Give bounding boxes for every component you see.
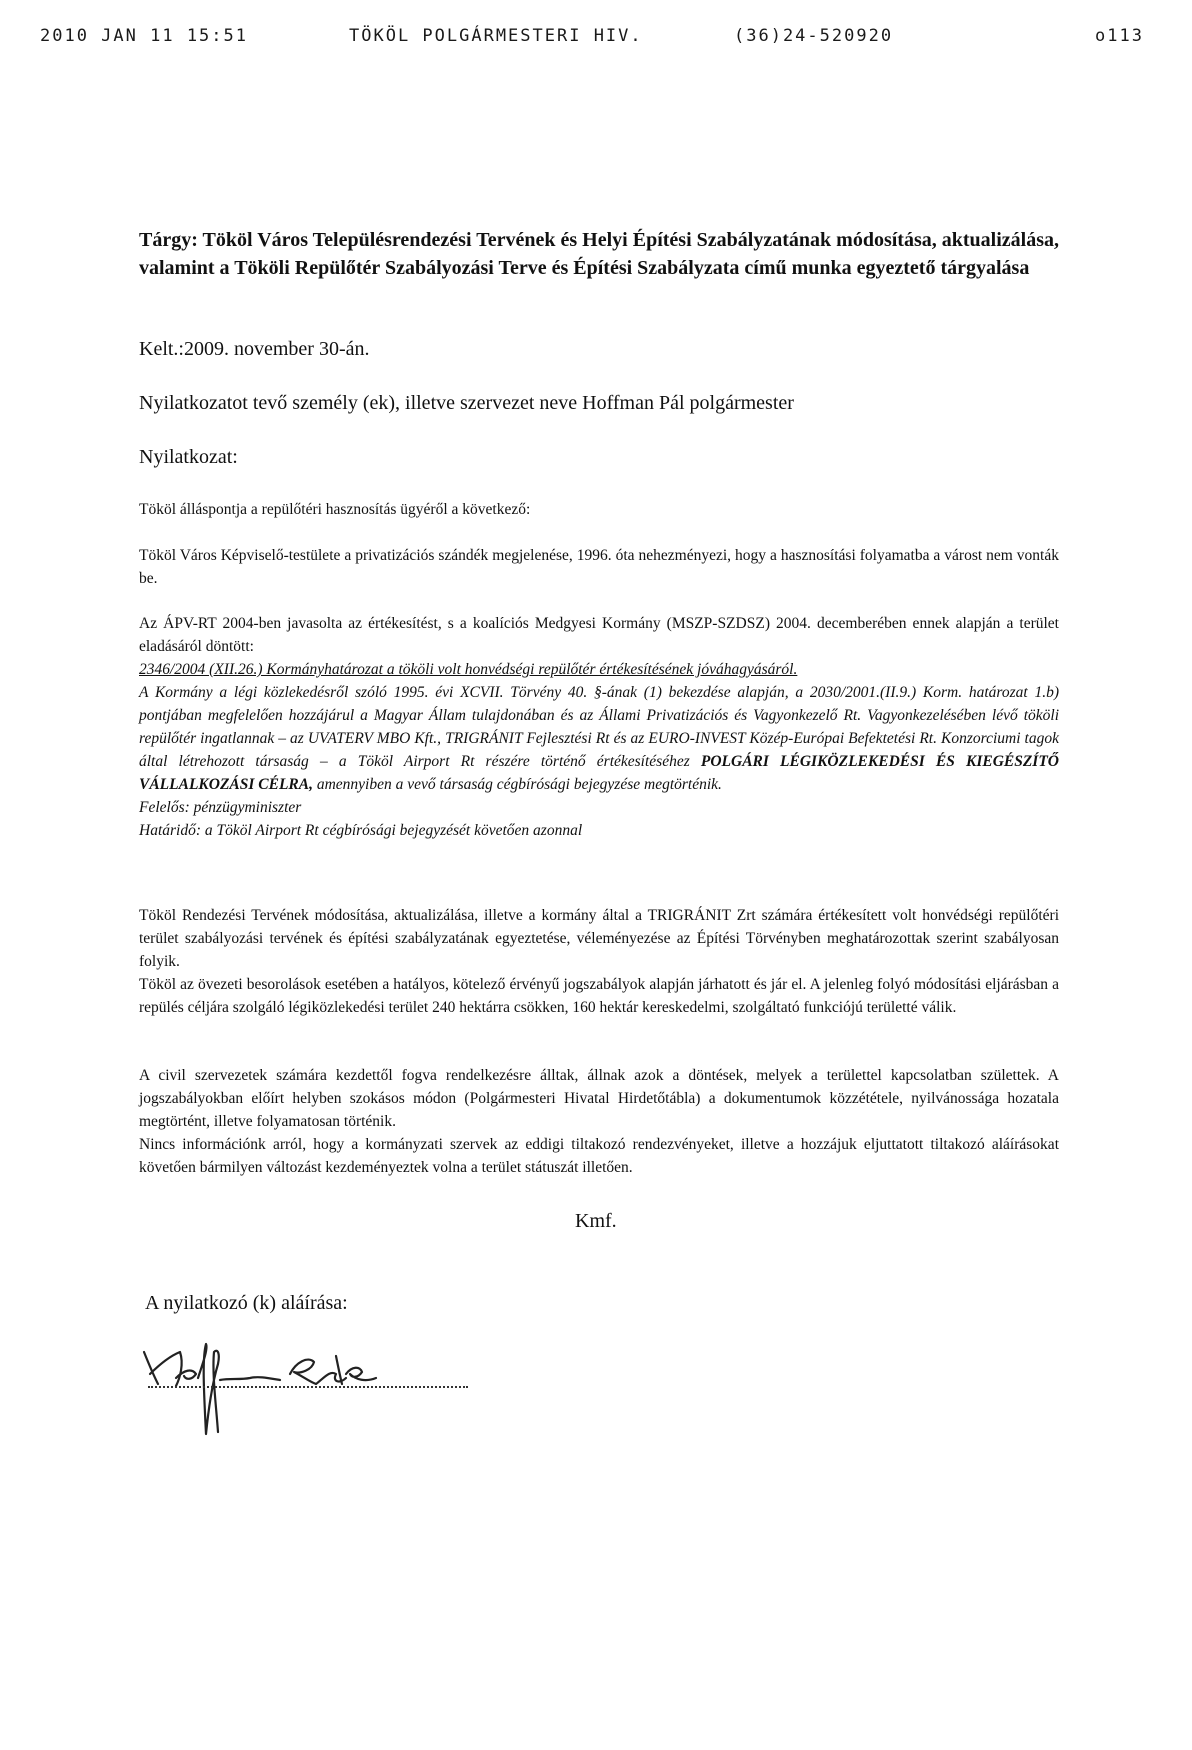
apv-intro: Az ÁPV-RT 2004-ben javasolta az értékesítést, s a koalíciós Medgyesi Kormány (MSZP-SZDSZ) 2004. decemberében ennek alapján a terület eladásáról döntött: <box>139 615 1059 655</box>
declaration-label: Nyilatkozat: <box>139 446 238 468</box>
stance-paragraph: Tököl álláspontja a repülőtéri hasznosítás ügyéről a következő: <box>139 501 531 518</box>
signature-dotted-line <box>148 1386 468 1388</box>
planning-paragraph-1: Tököl Rendezési Tervének módosítása, aktualizálása, illetve a kormány által a TRIGRÁNIT Zrt számára értékesített volt honvédségi repülőtéri terület szabályozási tervének és építési szabályzatának egyeztetése, véleményezése az Építési Törvényben meghatározottak szerint szabályosan folyik. <box>139 907 1059 970</box>
civil-paragraph-1: A civil szervezetek számára kezdettől fogva rendelkezésre álltak, állnak azok a döntések, melyek a területtel kapcsolatban születtek. A jogszabályokban előírt helyben szokásos módon (Polgármesteri Hivatal Hirdetőtábla) a dokumentumok közzététele, nyilvánossága hozatala megtörtént, illetve folyamatosan történik. <box>139 1067 1059 1130</box>
resolution-purpose: POLGÁRI LÉGIKÖZLEKEDÉSI ÉS KIEGÉSZÍTŐ VÁLLALKOZÁSI CÉLRA, <box>139 753 1060 793</box>
planning-paragraph-2: Tököl az övezeti besorolások esetében a hatályos, kötelező érvényű jogszabályok alapján járhatott és jár el. A jelenleg folyó módosítási eljárásban a repülés céljára szolgáló légiközlekedési terület 240 hektárra csökken, 160 hektár kereskedelmi, szolgáltató funkciójú területté válik. <box>139 976 1059 1016</box>
handwritten-signature <box>140 1334 480 1444</box>
resolution-body <box>139 681 1059 796</box>
civil-section <box>139 1064 1059 1179</box>
resolution-text: A Kormány a légi közlekedésről szóló 1995. évi XCVII. Törvény 40. §-ának (1) bekezdése alapján, a 2030/2001.(II.9.) Korm. határozat 1.b) pontjában megfelelően hozzájárul a Magyar Állam tulajdonában és az Állami Privatizációs és Vagyonkezelő Rt. Vagyonkezelésében lévő tököli repülőtér ingatlannak – az UVATERV MBO Kft., TRIGRÁNIT Fejlesztési Rt és az EURO-INVEST Közép-Európai Befektetési Rt. Konzorciumi tagok által létrehozott társaság – a Tököl Airport Rt részére történő értékesítéséhez <box>139 684 1059 770</box>
resolution-deadline: Határidő: a Tököl Airport Rt cégbírósági bejegyzését követően azonnal <box>139 822 583 839</box>
government-resolution-section <box>139 612 1059 842</box>
closing-kmf: Kmf. <box>575 1210 617 1232</box>
civil-paragraph-2: Nincs információnk arról, hogy a kormányzati szervek az eddigi tiltakozó rendezvényeket, illetve a hozzájuk eljuttatott tiltakozó aláírásokat követően bármilyen változást kezdeményeztek volna a terület státuszát illetően. <box>139 1136 1059 1176</box>
signature-area <box>140 1334 480 1444</box>
fax-sender: TÖKÖL POLGÁRMESTERI HIV. <box>349 26 643 46</box>
signature-label: A nyilatkozó (k) aláírása: <box>145 1292 348 1314</box>
declarant-line: Nyilatkozatot tevő személy (ek), illetve szervezet neve Hoffman Pál polgármester <box>139 392 794 414</box>
resolution-condition: amennyiben a vevő társaság cégbírósági bejegyzése megtörténik. <box>316 776 722 793</box>
resolution-responsible: Felelős: pénzügyminiszter <box>139 799 302 816</box>
fax-page-number: o113 <box>1095 26 1144 46</box>
fax-datetime: 2010 JAN 11 15:51 <box>40 26 248 46</box>
date-line: Kelt.:2009. november 30-án. <box>139 338 370 360</box>
fax-phone: (36)24-520920 <box>734 26 894 46</box>
resolution-title: 2346/2004 (XII.26.) Kormányhatározat a tököli volt honvédségi repülőtér értékesítésének jóváhagyásáról. <box>139 661 798 678</box>
subject-heading: Tárgy: Tököl Város Településrendezési Tervének és Helyi Építési Szabályzatának módosítása, aktualizálása, valamint a Tököli Repülőtér Szabályozási Terve és Építési Szabályzata című munka egyeztető tárgyalása <box>139 229 1059 279</box>
planning-section <box>139 904 1059 1019</box>
council-paragraph: Tököl Város Képviselő-testülete a privatizációs szándék megjelenése, 1996. óta nehezményezi, hogy a hasznosítási folyamatba a várost nem vonták be. <box>139 547 1059 587</box>
